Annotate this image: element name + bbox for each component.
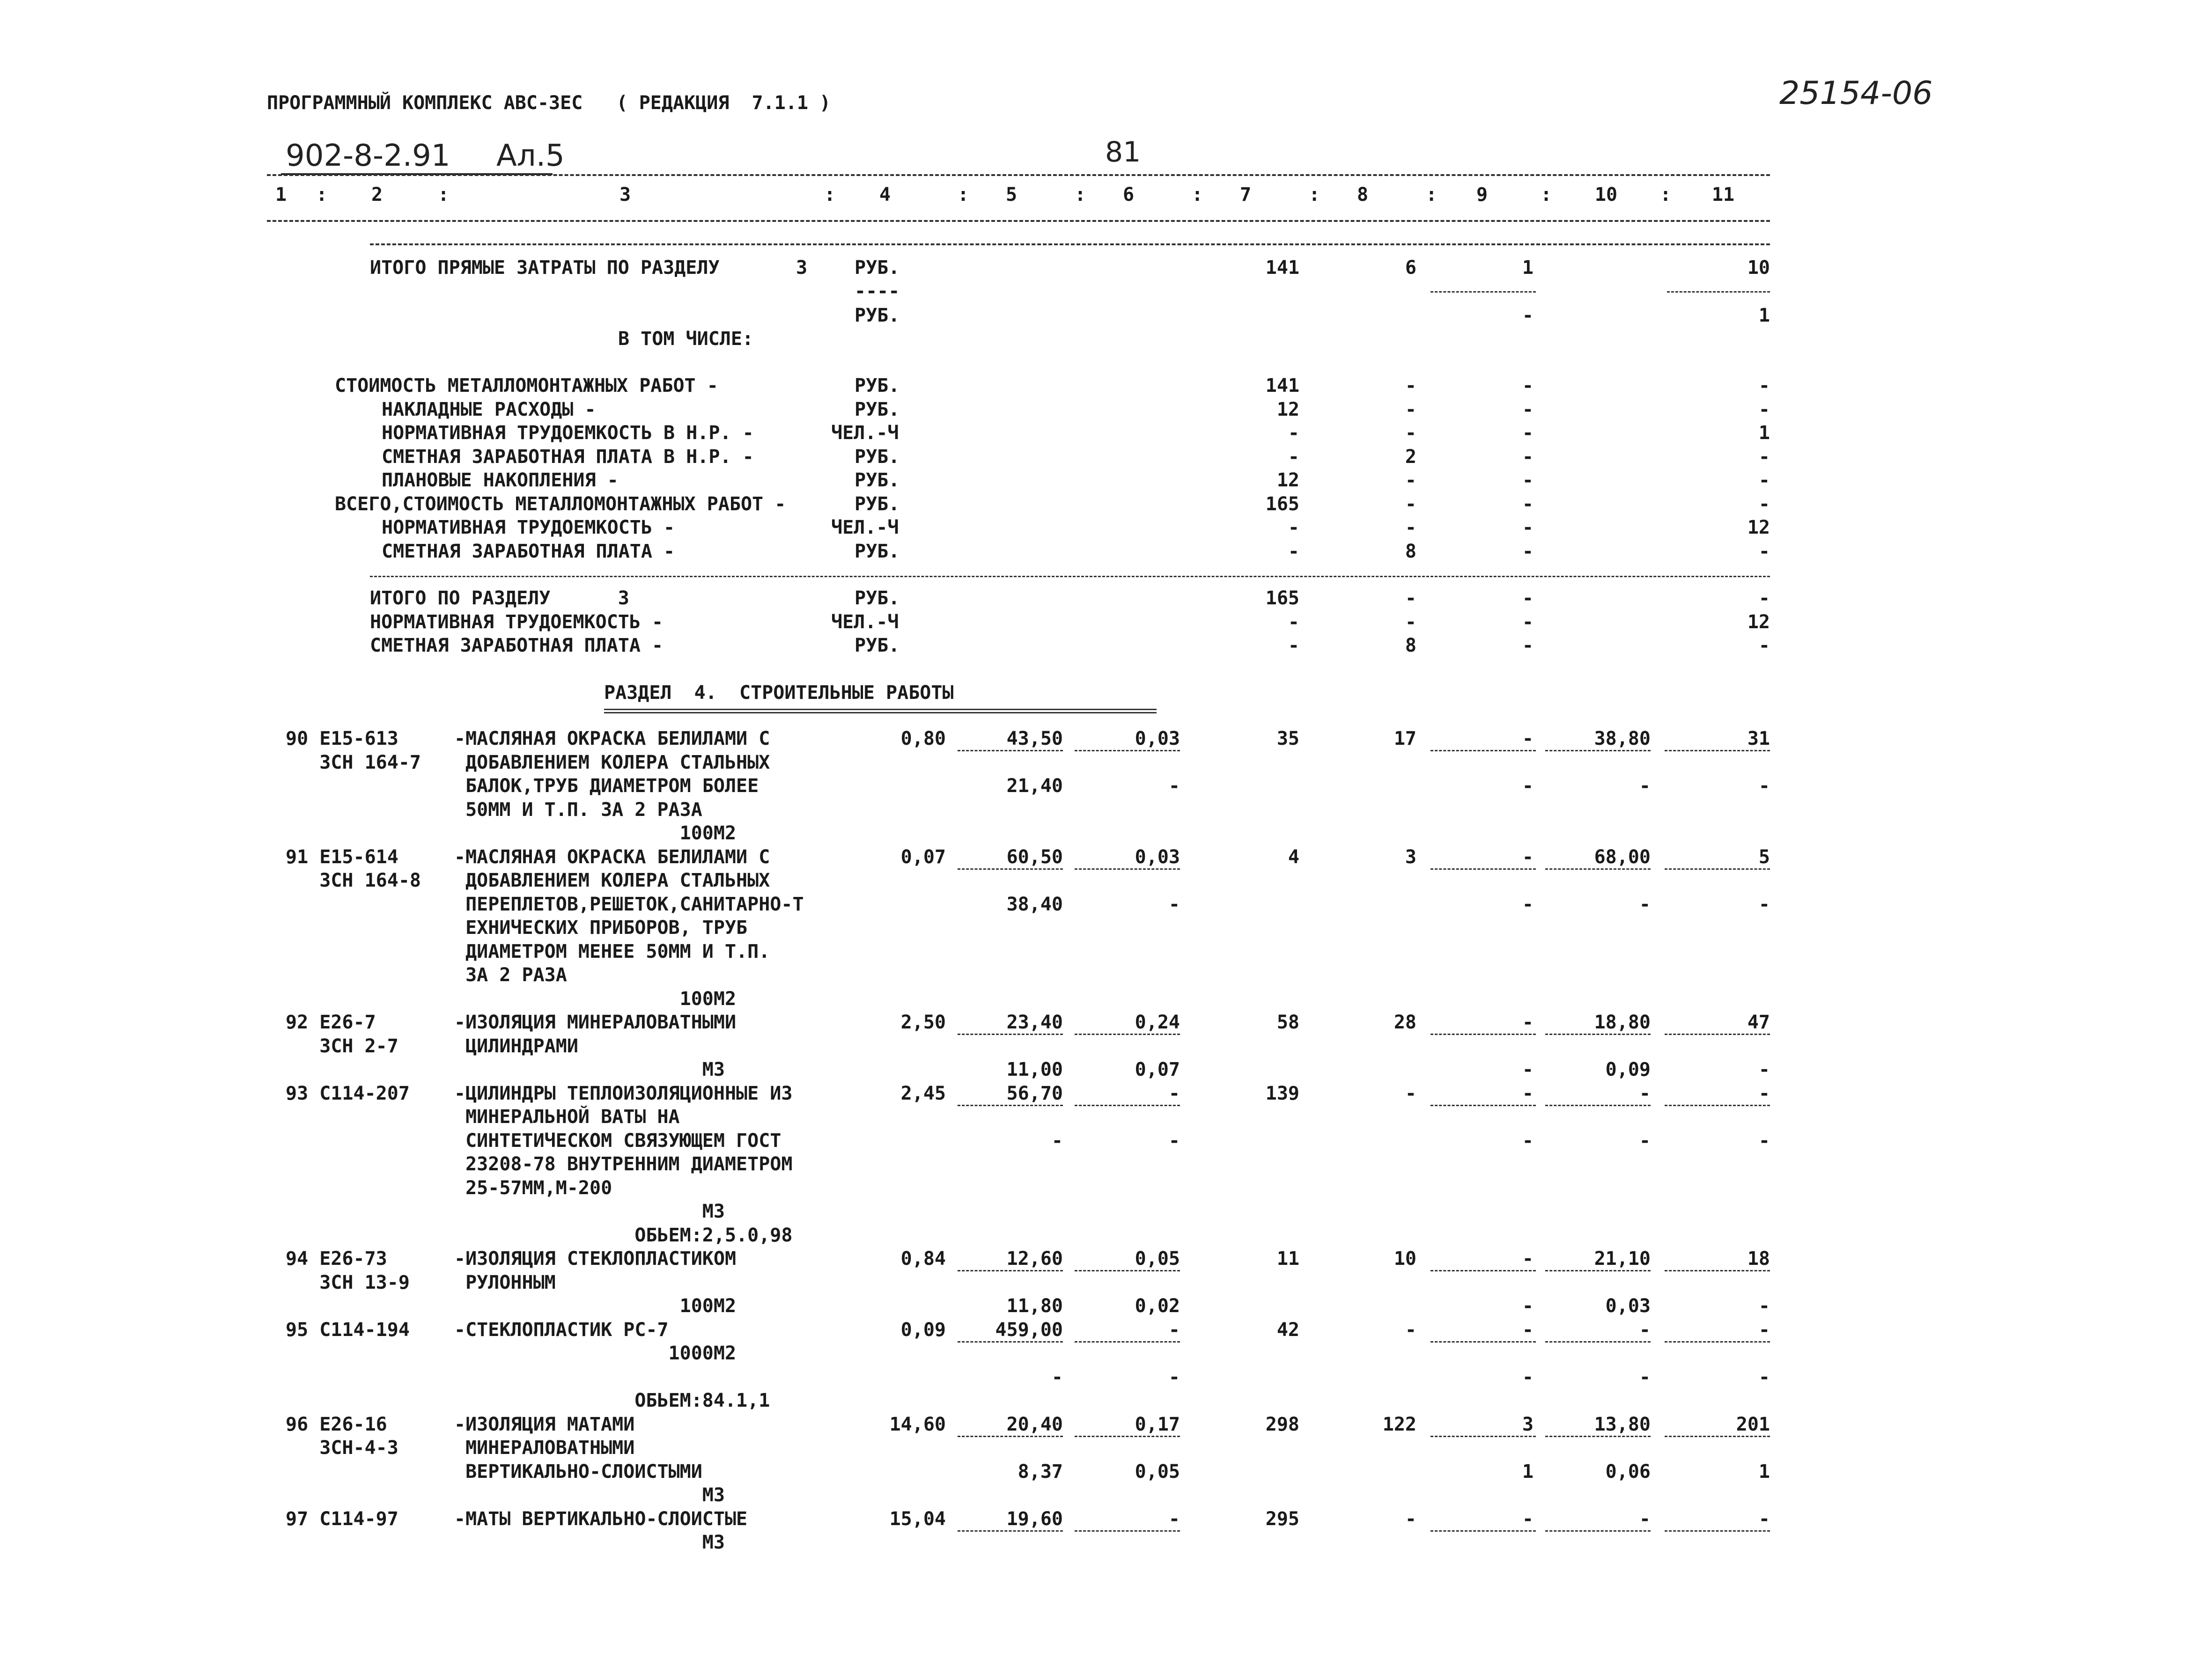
underline-rule <box>1430 1436 1536 1437</box>
value-c7: - <box>1288 517 1299 538</box>
value-c7: 35 <box>1276 728 1299 749</box>
work-description: 23208-78 ВНУТРЕННИМ ДИАМЕТРОМ <box>454 1153 793 1175</box>
underline-rule <box>958 1436 1063 1437</box>
value-c9: - <box>1522 1130 1534 1152</box>
estimate-code: 93 С114-207 <box>286 1083 410 1104</box>
underline-rule <box>1430 1530 1536 1532</box>
estimate-code: 97 С114-97 <box>286 1508 398 1530</box>
section-rule-1 <box>370 243 1770 245</box>
underline-rule <box>1665 1105 1770 1106</box>
value-c11: - <box>1758 1319 1770 1341</box>
value-c5: 21,40 <box>1006 775 1063 797</box>
value-c10: - <box>1639 1130 1651 1152</box>
underline-rule <box>958 1530 1063 1532</box>
value-c8: 17 <box>1394 728 1416 749</box>
value-c8: - <box>1405 517 1416 538</box>
column-header-3: 3 <box>619 184 631 206</box>
work-description: 25-57ММ,М-200 <box>454 1177 612 1199</box>
summary-item-label: ВСЕГО,СТОИМОСТЬ МЕТАЛЛОМОНТАЖНЫХ РАБОТ - <box>335 493 786 515</box>
value-c11: 47 <box>1747 1012 1770 1033</box>
value-c9: - <box>1522 1059 1534 1080</box>
section-total-label: ИТОГО ПО РАЗДЕЛУ 3 <box>370 587 629 609</box>
value-c5: 19,60 <box>1006 1508 1063 1530</box>
value-c7: 42 <box>1276 1319 1299 1341</box>
value-c6: 0,02 <box>1135 1295 1180 1317</box>
value-c5: 20,40 <box>1006 1414 1063 1435</box>
value-c7: 139 <box>1265 1083 1299 1104</box>
document-code: 902-8-2.91 <box>286 139 450 173</box>
column-header-2: 2 <box>371 184 383 206</box>
work-description: МИНЕРАЛОВАТНЫМИ <box>454 1437 635 1459</box>
column-separator: : <box>316 184 328 206</box>
value-c5: 38,40 <box>1006 894 1063 915</box>
work-description: БАЛОК,ТРУБ ДИАМЕТРОМ БОЛЕЕ <box>454 775 759 797</box>
section-total-unit: ЧЕЛ.-Ч <box>831 611 899 633</box>
column-header-10: 10 <box>1594 184 1618 206</box>
underline-rule <box>1665 1530 1770 1532</box>
work-description: М3 <box>454 1532 725 1553</box>
work-description: ВЕРТИКАЛЬНО-СЛОИСТЫМИ <box>454 1461 702 1483</box>
value-c8: - <box>1405 422 1416 444</box>
value-c11: - <box>1758 587 1770 609</box>
value-c8: - <box>1405 1508 1416 1530</box>
value-c9: - <box>1522 587 1534 609</box>
value-c4: 0,84 <box>900 1248 946 1270</box>
value-c9: - <box>1522 517 1534 538</box>
value-c11: - <box>1758 1083 1770 1104</box>
summary-item-label: СМЕТНАЯ ЗАРАБОТНАЯ ПЛАТА В Н.Р. - <box>382 446 754 468</box>
header-rule-bottom <box>267 220 1770 222</box>
value-c7: 165 <box>1265 587 1299 609</box>
value-c10: - <box>1639 775 1651 797</box>
value-c9: - <box>1522 470 1534 491</box>
direct-costs-label: ИТОГО ПРЯМЫЕ ЗАТРАТЫ ПО РАЗДЕЛУ <box>370 257 720 279</box>
value-c5: 11,80 <box>1006 1295 1063 1317</box>
value-c11: - <box>1758 1295 1770 1317</box>
value-c11: 10 <box>1747 257 1770 279</box>
value-c9: - <box>1522 1295 1534 1317</box>
value-c11: - <box>1758 470 1770 491</box>
section-number: 3 <box>796 257 808 279</box>
value-c9: - <box>1522 1319 1534 1341</box>
value-c11: - <box>1758 775 1770 797</box>
column-separator: : <box>1192 184 1203 206</box>
page-number: 81 <box>1105 136 1141 169</box>
value-c10: - <box>1639 1319 1651 1341</box>
value-c10: 21,10 <box>1594 1248 1651 1270</box>
underline-rule <box>1545 1530 1651 1532</box>
column-header-6: 6 <box>1122 184 1135 206</box>
column-header-4: 4 <box>879 184 891 206</box>
value-c6: 0,03 <box>1135 728 1180 749</box>
work-description: 100М2 <box>454 1295 737 1317</box>
value-c4: 0,09 <box>900 1319 946 1341</box>
value-c9: - <box>1522 305 1534 326</box>
underline-rule <box>1665 1270 1770 1271</box>
value-c9: - <box>1522 635 1534 656</box>
underline-rule <box>1430 1105 1536 1106</box>
summary-item-unit: РУБ. <box>855 398 900 420</box>
work-description: -ЦИЛИНДРЫ ТЕПЛОИЗОЛЯЦИОННЫЕ ИЗ <box>454 1083 793 1104</box>
work-description: -ИЗОЛЯЦИЯ МАТАМИ <box>454 1414 635 1435</box>
value-c11: 5 <box>1758 846 1770 868</box>
underline-rule <box>1430 1270 1536 1271</box>
value-c11: - <box>1758 540 1770 562</box>
work-description: 100М2 <box>454 822 737 844</box>
value-c7: 12 <box>1276 398 1299 420</box>
work-description: ПЕРЕПЛЕТОВ,РЕШЕТОК,САНИТАРНО-Т <box>454 894 804 915</box>
underline-rule <box>1545 1270 1651 1271</box>
value-c8: 8 <box>1405 540 1416 562</box>
summary-item-label: НОРМАТИВНАЯ ТРУДОЕМКОСТЬ - <box>382 517 675 538</box>
underline-rule <box>1430 1034 1536 1035</box>
value-c10: - <box>1639 894 1651 915</box>
underline-rule <box>1075 868 1180 870</box>
section4-title-underline <box>604 709 1157 713</box>
value-c9: - <box>1522 1012 1534 1033</box>
underline-rule <box>1075 1270 1180 1271</box>
value-c8: 8 <box>1405 635 1416 656</box>
estimate-code: 91 Е15-614 <box>286 846 398 868</box>
including-label: В ТОМ ЧИСЛЕ: <box>618 328 753 350</box>
value-c9: 1 <box>1522 257 1534 279</box>
underline-rule <box>1665 750 1770 751</box>
value-c6: - <box>1168 775 1180 797</box>
underline-rule <box>958 868 1063 870</box>
value-c11: - <box>1758 1059 1770 1080</box>
value-c9: - <box>1522 446 1534 468</box>
value-c10: 0,06 <box>1605 1461 1651 1483</box>
work-description: ДОБАВЛЕНИЕМ КОЛЕРА СТАЛЬНЫХ <box>454 752 770 773</box>
work-description: ЕХНИЧЕСКИХ ПРИБОРОВ, ТРУБ <box>454 917 748 939</box>
value-c11: 201 <box>1736 1414 1770 1435</box>
section-rule-2 <box>370 576 1770 577</box>
value-c8: 28 <box>1394 1012 1416 1033</box>
column-separator: : <box>1075 184 1086 206</box>
value-c11: 1 <box>1758 422 1770 444</box>
value-c11: - <box>1758 635 1770 656</box>
value-c8: - <box>1405 470 1416 491</box>
underline-rule <box>1545 868 1651 870</box>
value-c5: - <box>1051 1130 1063 1152</box>
value-c9: 1 <box>1522 1461 1534 1483</box>
value-c11: - <box>1758 375 1770 396</box>
value-c9: - <box>1522 775 1534 797</box>
underline-rule <box>1075 1105 1180 1106</box>
underline-rule <box>1075 1530 1180 1532</box>
column-separator: : <box>1309 184 1320 206</box>
estimate-code: ЗСН 2-7 <box>286 1035 398 1057</box>
value-c11: - <box>1758 398 1770 420</box>
unit: РУБ. <box>855 257 900 279</box>
underline-rule <box>1545 1436 1651 1437</box>
work-description: ЗА 2 РАЗА <box>454 964 567 986</box>
value-c5: 56,70 <box>1006 1083 1063 1104</box>
value-c10: - <box>1639 1083 1651 1104</box>
program-line: ПРОГРАММНЫЙ КОМПЛЕКС АВС-ЗЕС ( РЕДАКЦИЯ 7.1.1 ) <box>267 92 831 114</box>
value-c6: - <box>1168 1319 1180 1341</box>
value-c8: - <box>1405 398 1416 420</box>
value-c8: 6 <box>1405 257 1416 279</box>
estimate-code: 94 Е26-73 <box>286 1248 387 1270</box>
value-c4: 2,45 <box>900 1083 946 1104</box>
column-header-1: 1 <box>275 184 287 206</box>
column-separator: : <box>824 184 836 206</box>
value-c8: - <box>1405 375 1416 396</box>
value-c7: 11 <box>1276 1248 1299 1270</box>
work-description: ЦИЛИНДРАМИ <box>454 1035 578 1057</box>
column-separator: : <box>438 184 450 206</box>
value-c8: - <box>1405 1083 1416 1104</box>
value-c4: 14,60 <box>889 1414 946 1435</box>
value-c9: - <box>1522 398 1534 420</box>
value-c5: 12,60 <box>1006 1248 1063 1270</box>
value-c8: - <box>1405 611 1416 633</box>
estimate-code: 90 Е15-613 <box>286 728 398 749</box>
value-c9: - <box>1522 1508 1534 1530</box>
value-c9: - <box>1522 894 1534 915</box>
value-c6: 0,24 <box>1135 1012 1180 1033</box>
value-c10: 0,03 <box>1605 1295 1651 1317</box>
work-description: -ИЗОЛЯЦИЯ СТЕКЛОПЛАСТИКОМ <box>454 1248 737 1270</box>
work-description: ДОБАВЛЕНИЕМ КОЛЕРА СТАЛЬНЫХ <box>454 870 770 891</box>
column-header-11: 11 <box>1711 184 1735 206</box>
section-total-label: НОРМАТИВНАЯ ТРУДОЕМКОСТЬ - <box>370 611 664 633</box>
value-c9: - <box>1522 1366 1534 1388</box>
value-c7: 4 <box>1288 846 1299 868</box>
value-c6: 0,07 <box>1135 1059 1180 1080</box>
section-total-unit: РУБ. <box>855 635 900 656</box>
estimate-code: 96 Е26-16 <box>286 1414 387 1435</box>
value-c11: - <box>1758 894 1770 915</box>
value-c11: 1 <box>1758 1461 1770 1483</box>
underline-rule <box>958 750 1063 751</box>
value-c11: 1 <box>1758 305 1770 326</box>
column-separator: : <box>958 184 969 206</box>
estimate-code: ЗСН 13-9 <box>286 1272 410 1293</box>
value-c5: 11,00 <box>1006 1059 1063 1080</box>
column-separator: : <box>1660 184 1672 206</box>
value-c6: - <box>1168 1130 1180 1152</box>
value-c9: - <box>1522 611 1534 633</box>
value-c9: - <box>1522 493 1534 515</box>
archive-stamp: 25154-06 <box>1779 75 1933 112</box>
value-c6: 0,17 <box>1135 1414 1180 1435</box>
work-description: РУЛОННЫМ <box>454 1272 556 1293</box>
underline-rule <box>1075 1034 1180 1035</box>
value-c4: 2,50 <box>900 1012 946 1033</box>
value-c7: - <box>1288 540 1299 562</box>
value-c8: 2 <box>1405 446 1416 468</box>
estimate-code: 95 С114-194 <box>286 1319 410 1341</box>
summary-item-unit: ЧЕЛ.-Ч <box>831 517 899 538</box>
column-header-9: 9 <box>1476 184 1488 206</box>
header-rule-top <box>267 174 1770 176</box>
work-description: М3 <box>454 1201 725 1222</box>
underline-rule <box>1667 291 1770 293</box>
underline-rule <box>1665 1341 1770 1343</box>
value-c9: - <box>1522 375 1534 396</box>
value-c8: 3 <box>1405 846 1416 868</box>
work-description: МИНЕРАЛЬНОЙ ВАТЫ НА <box>454 1106 680 1128</box>
value-c8: - <box>1405 493 1416 515</box>
value-c10: 13,80 <box>1594 1414 1651 1435</box>
value-c10: - <box>1639 1366 1651 1388</box>
value-c7: 295 <box>1265 1508 1299 1530</box>
underline-rule <box>958 1341 1063 1343</box>
value-c9: - <box>1522 846 1534 868</box>
sheet-number: Ал.5 <box>496 139 565 173</box>
value-c7: - <box>1288 611 1299 633</box>
summary-item-unit: РУБ. <box>855 493 900 515</box>
underline-rule <box>1545 1034 1651 1035</box>
value-c7: - <box>1288 635 1299 656</box>
section4-title: РАЗДЕЛ 4. СТРОИТЕЛЬНЫЕ РАБОТЫ <box>604 682 954 704</box>
value-c10: 68,00 <box>1594 846 1651 868</box>
value-c6: 0,03 <box>1135 846 1180 868</box>
column-header-7: 7 <box>1239 184 1252 206</box>
value-c11: - <box>1758 1508 1770 1530</box>
value-c4: 0,07 <box>900 846 946 868</box>
value-c11: - <box>1758 1366 1770 1388</box>
value-c7: 141 <box>1265 375 1299 396</box>
underline-rule <box>1665 868 1770 870</box>
work-description: СИНТЕТИЧЕСКОМ СВЯЗУЮЩЕМ ГОСТ <box>454 1130 782 1152</box>
summary-item-unit: РУБ. <box>855 470 900 491</box>
work-description: 1000М2 <box>454 1343 737 1364</box>
value-c7: - <box>1288 422 1299 444</box>
column-separator: : <box>1426 184 1438 206</box>
work-description: 100М2 <box>454 988 737 1010</box>
estimate-code: 92 Е26-7 <box>286 1012 376 1033</box>
value-c5: 43,50 <box>1006 728 1063 749</box>
section-total-label: СМЕТНАЯ ЗАРАБОТНАЯ ПЛАТА - <box>370 635 664 656</box>
underline-rule <box>958 1034 1063 1035</box>
column-separator: : <box>1541 184 1552 206</box>
value-c11: 12 <box>1747 611 1770 633</box>
value-c7: 298 <box>1265 1414 1299 1435</box>
summary-item-unit: РУБ. <box>855 375 900 396</box>
value-c9: - <box>1522 728 1534 749</box>
value-c7: 141 <box>1265 257 1299 279</box>
summary-item-label: НОРМАТИВНАЯ ТРУДОЕМКОСТЬ В Н.Р. - <box>382 422 754 444</box>
underline-rule <box>1665 1436 1770 1437</box>
value-c8: - <box>1405 1319 1416 1341</box>
summary-item-label: СМЕТНАЯ ЗАРАБОТНАЯ ПЛАТА - <box>382 540 675 562</box>
value-c9: - <box>1522 540 1534 562</box>
work-description: -ИЗОЛЯЦИЯ МИНЕРАЛОВАТНЫМИ <box>454 1012 737 1033</box>
value-c8: 122 <box>1382 1414 1416 1435</box>
value-c6: - <box>1168 1083 1180 1104</box>
work-description: -СТЕКЛОПЛАСТИК РС-7 <box>454 1319 669 1341</box>
underline-rule <box>958 1270 1063 1271</box>
summary-item-unit: РУБ. <box>855 540 900 562</box>
value-c7: 58 <box>1276 1012 1299 1033</box>
value-c10: - <box>1639 1508 1651 1530</box>
value-c5: 23,40 <box>1006 1012 1063 1033</box>
column-header-8: 8 <box>1357 184 1369 206</box>
underline-rule <box>1075 750 1180 751</box>
value-c8: 10 <box>1394 1248 1416 1270</box>
value-c11: 12 <box>1747 517 1770 538</box>
value-c7: - <box>1288 446 1299 468</box>
underline-rule <box>1545 750 1651 751</box>
section-total-unit: РУБ. <box>855 587 900 609</box>
work-description: ОБЬЕМ:84.1,1 <box>454 1390 770 1411</box>
work-description: ДИАМЕТРОМ МЕНЕЕ 50ММ И Т.П. <box>454 941 770 962</box>
value-c6: - <box>1168 1508 1180 1530</box>
underline-rule <box>1075 1436 1180 1437</box>
value-c11: 18 <box>1747 1248 1770 1270</box>
work-description: М3 <box>454 1059 725 1080</box>
underline-rule <box>1075 1341 1180 1343</box>
value-c4: 15,04 <box>889 1508 946 1530</box>
value-c6: - <box>1168 1366 1180 1388</box>
work-description: 50ММ И Т.П. ЗА 2 РАЗА <box>454 799 702 821</box>
work-description: -МАСЛЯНАЯ ОКРАСКА БЕЛИЛАМИ С <box>454 728 770 749</box>
column-header-5: 5 <box>1005 184 1018 206</box>
value-c5: 8,37 <box>1018 1461 1063 1483</box>
value-c6: - <box>1168 894 1180 915</box>
work-description: М3 <box>454 1484 725 1506</box>
value-c9: - <box>1522 1083 1534 1104</box>
underline-rule <box>1430 868 1536 870</box>
summary-item-label: ПЛАНОВЫЕ НАКОПЛЕНИЯ - <box>382 470 619 491</box>
summary-item-label: НАКЛАДНЫЕ РАСХОДЫ - <box>382 398 596 420</box>
value-c7: 165 <box>1265 493 1299 515</box>
value-c5: 459,00 <box>995 1319 1063 1341</box>
work-description: ОБЬЕМ:2,5.0,98 <box>454 1225 793 1246</box>
value-c11: - <box>1758 446 1770 468</box>
estimate-code: ЗСН 164-7 <box>286 752 421 773</box>
value-c8: - <box>1405 587 1416 609</box>
value-c5: - <box>1051 1366 1063 1388</box>
underline-rule <box>1545 1341 1651 1343</box>
summary-item-label: СТОИМОСТЬ МЕТАЛЛОМОНТАЖНЫХ РАБОТ - <box>335 375 718 396</box>
value-c9: - <box>1522 1248 1534 1270</box>
value-c9: 3 <box>1522 1414 1534 1435</box>
value-c5: 60,50 <box>1006 846 1063 868</box>
value-c10: 38,80 <box>1594 728 1651 749</box>
value-c9: - <box>1522 422 1534 444</box>
underline-rule <box>1545 1105 1651 1106</box>
value-c11: 31 <box>1747 728 1770 749</box>
value-c11: - <box>1758 1130 1770 1152</box>
unit: РУБ. <box>855 305 900 326</box>
summary-item-unit: ЧЕЛ.-Ч <box>831 422 899 444</box>
unit-dash: ---- <box>855 280 900 302</box>
underline-rule <box>1430 750 1536 751</box>
value-c7: 12 <box>1276 470 1299 491</box>
value-c4: 0,80 <box>900 728 946 749</box>
value-c6: 0,05 <box>1135 1248 1180 1270</box>
value-c10: 18,80 <box>1594 1012 1651 1033</box>
estimate-code: ЗСН 164-8 <box>286 870 421 891</box>
underline-rule <box>1665 1034 1770 1035</box>
value-c11: - <box>1758 493 1770 515</box>
underline-rule <box>1430 1341 1536 1343</box>
value-c10: 0,09 <box>1605 1059 1651 1080</box>
estimate-code: ЗСН-4-3 <box>286 1437 398 1459</box>
underline-rule <box>1430 291 1536 293</box>
summary-item-unit: РУБ. <box>855 446 900 468</box>
value-c6: 0,05 <box>1135 1461 1180 1483</box>
underline-rule <box>958 1105 1063 1106</box>
work-description: -МАТЫ ВЕРТИКАЛЬНО-СЛОИСТЫЕ <box>454 1508 748 1530</box>
work-description: -МАСЛЯНАЯ ОКРАСКА БЕЛИЛАМИ С <box>454 846 770 868</box>
